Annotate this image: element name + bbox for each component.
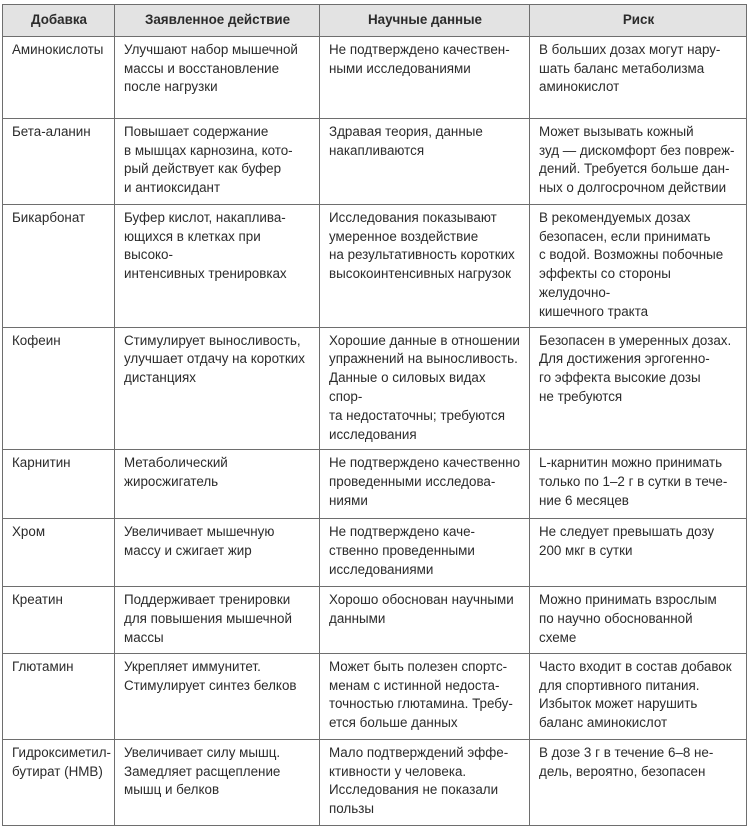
cell-risk: Не следует превышать дозу 200 мкг в сутки xyxy=(530,519,747,587)
cell-risk: Можно принимать взрослым по научно обоснованной схеме xyxy=(530,587,747,653)
header-risk: Риск xyxy=(530,5,747,37)
table-row xyxy=(3,653,747,739)
cell-claimed-effect: Повышает содержание в мышцах карнозина, кото- рый действует как буфер и антиоксидант xyxy=(115,118,320,204)
table-body xyxy=(3,36,747,825)
cell-claimed-effect: Увеличивает мышечную массу и сжигает жир xyxy=(115,519,320,587)
cell-risk: Безопасен в умеренных дозах. Для достижения эргогенно- го эффекта высокие дозы не требуются xyxy=(530,327,747,450)
cell-supplement: Бикарбонат xyxy=(3,204,115,327)
cell-risk: L-карнитин можно принимать только по 1–2 г в сутки в тече- ние 6 месяцев xyxy=(530,450,747,519)
cell-claimed-effect: Улучшают набор мышечной массы и восстановление после нагрузки xyxy=(115,36,320,118)
cell-scientific-evidence: Не подтверждено качествен- ными исследованиями xyxy=(320,36,530,118)
cell-supplement: Хром xyxy=(3,519,115,587)
table-row xyxy=(3,204,747,327)
header-claimed-effect: Заявленное действие xyxy=(115,5,320,37)
cell-claimed-effect: Метаболический жиросжигатель xyxy=(115,450,320,519)
cell-claimed-effect: Укрепляет иммунитет. Стимулирует синтез белков xyxy=(115,653,320,739)
cell-scientific-evidence: Исследования показывают умеренное воздействие на результативность коротких высокоинтенсивных нагрузок xyxy=(320,204,530,327)
cell-scientific-evidence: Здравая теория, данные накапливаются xyxy=(320,118,530,204)
cell-risk: В больших дозах могут нару- шать баланс метаболизма аминокислот xyxy=(530,36,747,118)
cell-claimed-effect: Стимулирует выносливость, улучшает отдачу на коротких дистанциях xyxy=(115,327,320,450)
cell-scientific-evidence: Хорошо обоснован научными данными xyxy=(320,587,530,653)
cell-supplement: Кофеин xyxy=(3,327,115,450)
table-row xyxy=(3,739,747,825)
table-row xyxy=(3,327,747,450)
cell-claimed-effect: Поддерживает тренировки для повышения мышечной массы xyxy=(115,587,320,653)
cell-scientific-evidence: Мало подтверждений эффе- ктивности у человека. Исследования не показали пользы xyxy=(320,739,530,825)
header-scientific-evidence: Научные данные xyxy=(320,5,530,37)
cell-supplement: Глютамин xyxy=(3,653,115,739)
cell-scientific-evidence: Не подтверждено каче- ственно проведенными исследованиями xyxy=(320,519,530,587)
table-row xyxy=(3,450,747,519)
cell-scientific-evidence: Может быть полезен спортс- менам с истинной недоста- точностью глютамина. Требу- ется больше данных xyxy=(320,653,530,739)
cell-risk: В рекомендуемых дозах безопасен, если принимать с водой. Возможны побочные эффекты со стороны желудочно- кишечного тракта xyxy=(530,204,747,327)
header-row xyxy=(3,5,747,37)
cell-supplement: Креатин xyxy=(3,587,115,653)
supplements-table xyxy=(2,4,747,826)
table-header xyxy=(3,5,747,37)
cell-claimed-effect: Буфер кислот, накаплива- ющихся в клетках при высоко- интенсивных тренировках xyxy=(115,204,320,327)
cell-scientific-evidence: Хорошие данные в отношении упражнений на выносливость. Данные о силовых видах спор- та недостаточны; требуются исследования xyxy=(320,327,530,450)
cell-scientific-evidence: Не подтверждено качественно проведенными исследова- ниями xyxy=(320,450,530,519)
cell-supplement: Карнитин xyxy=(3,450,115,519)
cell-supplement: Гидроксиметил- бутират (HMB) xyxy=(3,739,115,825)
header-supplement: Добавка xyxy=(3,5,115,37)
cell-risk: Может вызывать кожный зуд — дискомфорт без повреж- дений. Требуется больше дан- ных о долгосрочном действии xyxy=(530,118,747,204)
table-row xyxy=(3,587,747,653)
table-row xyxy=(3,519,747,587)
cell-supplement: Бета-аланин xyxy=(3,118,115,204)
cell-risk: Часто входит в состав добавок для спортивного питания. Избыток может нарушить баланс аминокислот xyxy=(530,653,747,739)
cell-risk: В дозе 3 г в течение 6–8 не- дель, вероятно, безопасен xyxy=(530,739,747,825)
table-row xyxy=(3,118,747,204)
cell-claimed-effect: Увеличивает силу мышц. Замедляет расщепление мышц и белков xyxy=(115,739,320,825)
table-row xyxy=(3,36,747,118)
cell-supplement: Аминокислоты xyxy=(3,36,115,118)
